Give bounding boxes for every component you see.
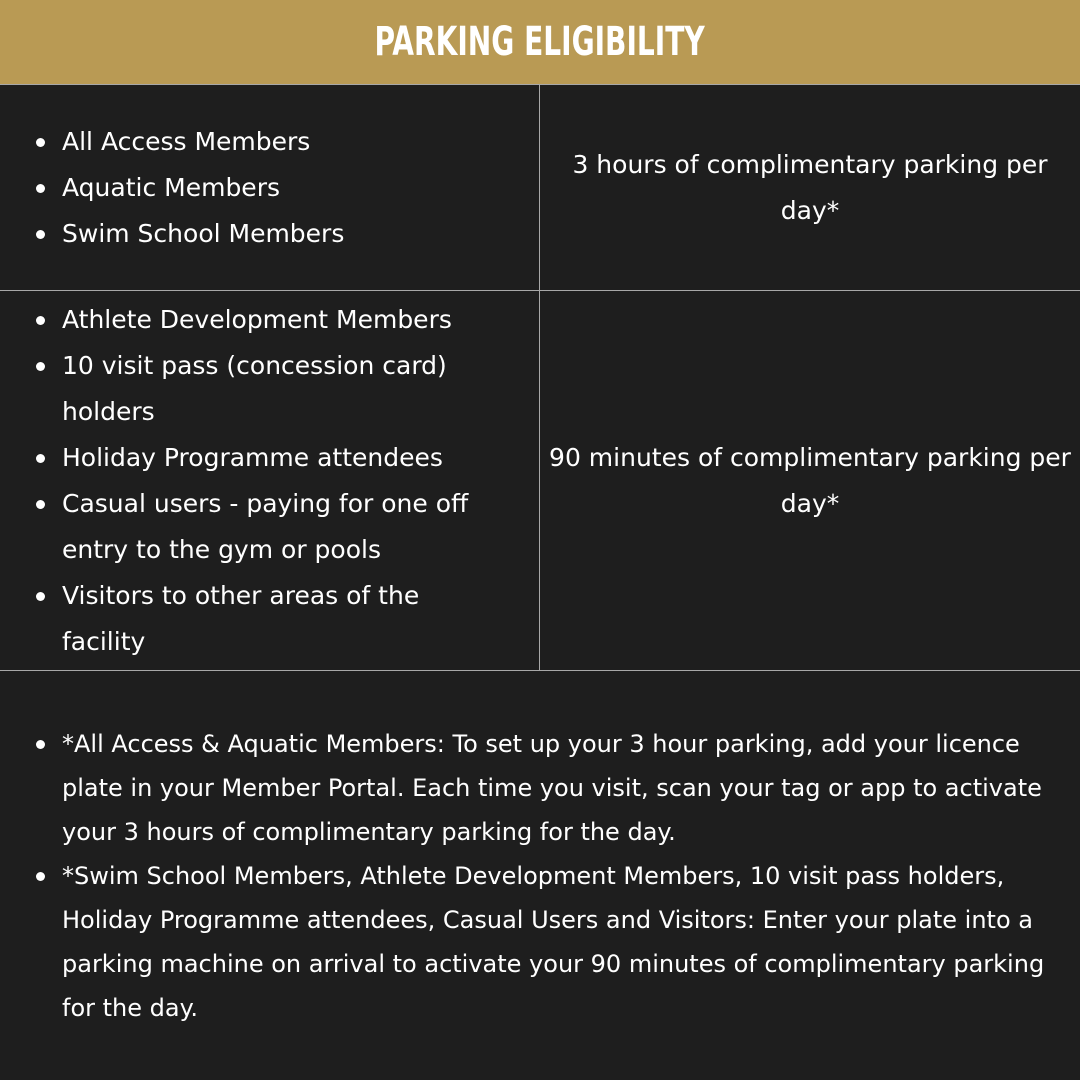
allowance-text: 90 minutes of complimentary parking per day* [549, 443, 1071, 518]
divider-row-1 [0, 290, 1080, 291]
divider-row-2 [0, 670, 1080, 671]
row-2-groups [36, 297, 506, 665]
list-item: 10 visit pass (concession card) holders [36, 343, 506, 435]
row-2-allowance [545, 435, 1075, 527]
divider-column [539, 84, 540, 670]
page-title: PARKING ELIGIBILITY [374, 19, 706, 65]
list-item: Aquatic Members [36, 165, 526, 211]
row-1-groups [36, 119, 526, 257]
divider-top [0, 84, 1080, 85]
notes-section [36, 722, 1072, 1030]
row-1-allowance [545, 142, 1075, 234]
list-item: All Access Members [36, 119, 526, 165]
list-item: Casual users - paying for one off entry to the gym or pools [36, 481, 506, 573]
list-item: Visitors to other areas of the facility [36, 573, 506, 665]
list-item: Athlete Development Members [36, 297, 506, 343]
allowance-text: 3 hours of complimentary parking per day* [572, 150, 1048, 225]
note-item: *All Access & Aquatic Members: To set up your 3 hour parking, add your licence plate in your Member Portal. Each time you visit, scan your tag or app to activate your 3 hours of complimentary parking for the day. [36, 722, 1072, 854]
header-bar [0, 0, 1080, 84]
note-item: *Swim School Members, Athlete Development Members, 10 visit pass holders, Holiday Programme attendees, Casual Users and Visitors: Enter your plate into a parking machine on arrival to activate your 90 minutes of complimentary parking for the day. [36, 854, 1072, 1030]
list-item: Holiday Programme attendees [36, 435, 506, 481]
list-item: Swim School Members [36, 211, 526, 257]
